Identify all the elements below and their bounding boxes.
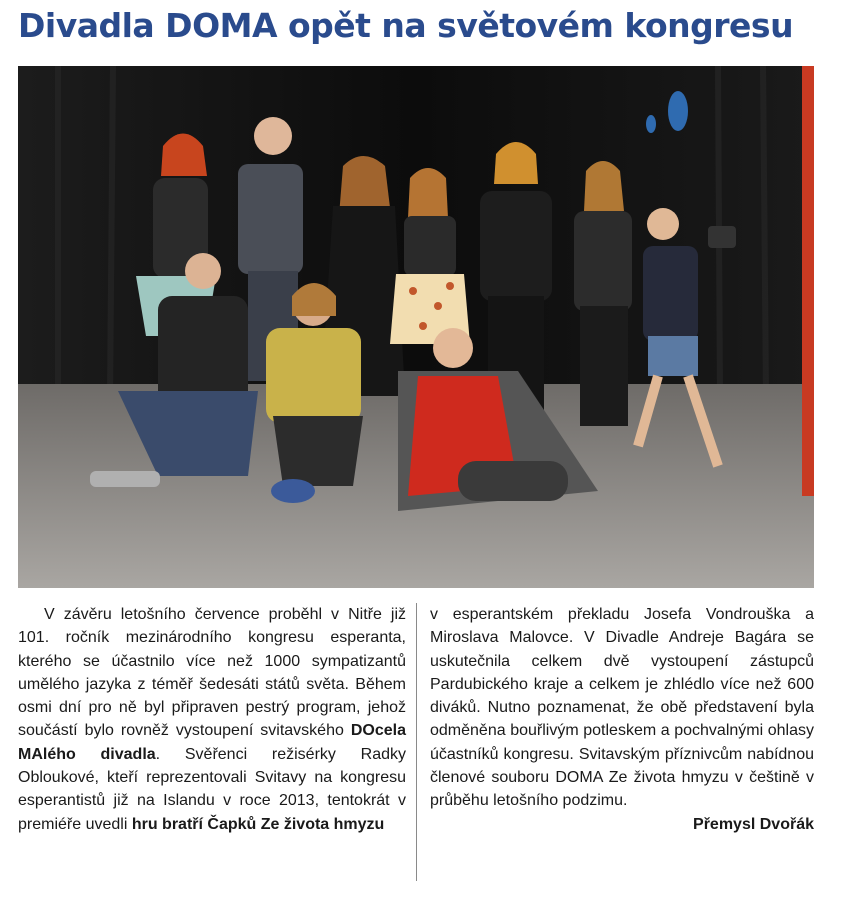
paragraph-1-text-b: . Svěřenci režisérky Radky Obloukové, kteří reprezentovali Svitavy na kongresu esperantistů již na Islandu v roce 2013, tentokrát v premiéře uvedli xyxy=(18,745,406,833)
article-paragraph-1 xyxy=(18,603,406,836)
play-title: hru bratří Čapků Ze života hmyzu xyxy=(131,815,385,833)
author-name: Přemysl Dvořák xyxy=(693,815,814,833)
article-column-2 xyxy=(430,603,814,836)
group-photo xyxy=(18,66,814,588)
headline: Divadla DOMA opět na světovém kongresu xyxy=(18,6,794,45)
group-photo-icon xyxy=(18,66,814,588)
spotlight xyxy=(668,91,688,131)
theatre-name: DOcela MAlého divadla xyxy=(18,722,406,763)
article-paragraph-2: v esperantském překladu Josefa Vondrouška a Miroslava Malovce. V Divadle Andreje Bagára se uskutečnila celkem dvě vystoupení zástupců Pardubického kraje a celkem je zhlédlo více než 600 diváků. Nutno poznamenat, že obě představení byla odměněna bouřlivým potleskem a pochvalnými ohlasy účastníků kongresu. Svitavským příznivcům nabídnou členové souboru DOMA Ze života hmyzu v češtině v průběhu letošního podzimu. xyxy=(430,606,814,810)
stage-red-edge xyxy=(802,66,814,496)
paragraph-1-text-a: V závěru letošního července proběhl v Nitře již 101. ročník mezinárodního kongresu esperanta, kterého se účastnilo více než 1000 sympatizantů umělého jazyka z téměř šedesáti států světa. Během osmi dní pro ně byl připraven pestrý program, jehož součástí bylo rovněž vystoupení svitavského xyxy=(18,606,406,740)
column-divider xyxy=(416,603,417,881)
article-column-1 xyxy=(18,603,406,836)
